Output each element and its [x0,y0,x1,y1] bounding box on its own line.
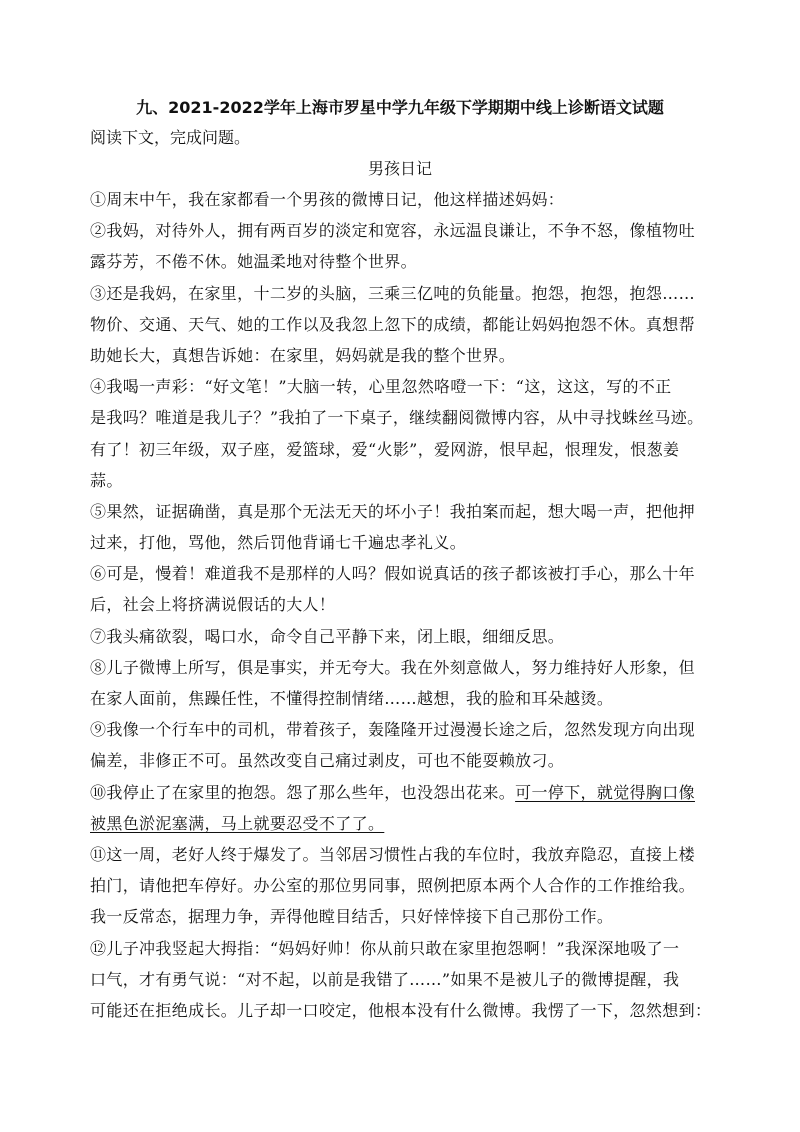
paragraph-line: 偏差，非修正不可。虽然改变自己痛过剥皮，可也不能耍赖放刁。 [90,751,565,771]
paragraph-line: ⑧儿子微博上所写，俱是事实，并无夸大。我在外刻意做人，努力维持好人形象，但 [90,657,695,677]
paragraph-line: 有了！初三年级，双子座，爱篮球，爱“火影”，爱网游，恨早起，恨理发，恨葱姜 [90,439,680,459]
paragraph-line: 是我吗？唯道是我儿子？”我拍了一下桌子，继续翻阅微博内容，从中寻找蛛丝马迹。 [90,408,704,428]
paragraph-line-with-underline [90,777,712,808]
paragraph-line: 物价、交通、天气、她的工作以及我忽上忽下的成绩，都能让妈妈抱怨不休。真想帮 [90,314,695,334]
paragraph-line: 口气，才有勇气说：“对不起，以前是我错了……”如果不是被儿子的微博提醒，我 [90,969,680,989]
underlined-sentence: 被黑色淤泥塞满，马上就要忍受不了了。 [90,813,385,833]
paragraph-line: 我一反常态，据理力争，弄得他瞠目结舌，只好悻悻接下自己那份工作。 [90,907,614,927]
paragraph-line: 露芬芳，不倦不休。她温柔地对待整个世界。 [90,252,418,272]
paragraph-line: ⑦我头痛欲裂，喝口水，命令自己平静下来，闭上眼，细细反思。 [90,626,565,646]
exam-section-title: 九、2021-2022学年上海市罗星中学九年级下学期期中线上诊断语文试题 [136,98,664,117]
paragraph-line: 助她长大，真想告诉她：在家里，妈妈就是我的整个世界。 [90,345,516,365]
paragraph-line: 后，社会上将挤满说假话的大人！ [90,595,336,615]
paragraph-line: ⑥可是，慢着！难道我不是那样的人吗？假如说真话的孩子都该被打手心，那么十年 [90,564,695,584]
article-body [90,184,712,1026]
paragraph-line: ①周末中午，我在家都看一个男孩的微博日记，他这样描述妈妈： [90,190,565,209]
paragraph-line: ④我喝一声彩：“好文笔！”大脑一转，心里忽然咯噔一下：“这，这这，写的不正 [90,377,672,397]
reading-instruction: 阅读下文，完成问题。 [90,128,251,147]
article-title: 男孩日记 [367,159,432,178]
underlined-sentence: 可一停下，就觉得胸口像 [515,782,695,802]
paragraph-line-underlined [90,808,712,839]
paragraph-line: 拍门，请他把车停好。办公室的那位男同事，照例把原本两个人合作的工作推给我。 [90,876,695,896]
paragraph-line: 过来，打他，骂他，然后罚他背诵七千遍忠孝礼义。 [90,533,467,553]
paragraph-line: ⑫儿子冲我竖起大拇指：“妈妈好帅！你从前只敢在家里抱怨啊！”我深深地吸了一 [90,938,680,958]
paragraph-line: ⑨我像一个行车中的司机，带着孩子，轰隆隆开过漫漫长途之后，忽然发现方向出现 [90,720,695,740]
paragraph-line: ⑤果然，证据确凿，真是那个无法无天的坏小子！我拍案而起，想大喝一声，把他押 [90,501,695,521]
paragraph-text: ⑩我停止了在家里的抱怨。怨了那么些年，也没怨出花来。 [90,782,516,802]
paragraph-line: ⑪这一周，老好人终于爆发了。当邻居习惯性占我的车位时，我放弃隐忍，直接上楼 [90,844,695,864]
paragraph-line: ②我妈，对待外人，拥有两百岁的淡定和宽容，永远温良谦让，不争不怒，像植物吐 [90,221,695,241]
paragraph-line: ③还是我妈，在家里，十二岁的头脑，三乘三亿吨的负能量。抱怨，抱怨，抱怨…… [90,283,695,303]
paragraph-line: 可能还在拒绝成长。儿子却一口咬定，他根本没有什么微博。我愣了一下，忽然想到： [90,1000,712,1020]
paragraph-line: 蒜。 [90,470,123,490]
paragraph-line: 在家人面前，焦躁任性，不懂得控制情绪……越想，我的脸和耳朵越烫。 [90,689,614,708]
